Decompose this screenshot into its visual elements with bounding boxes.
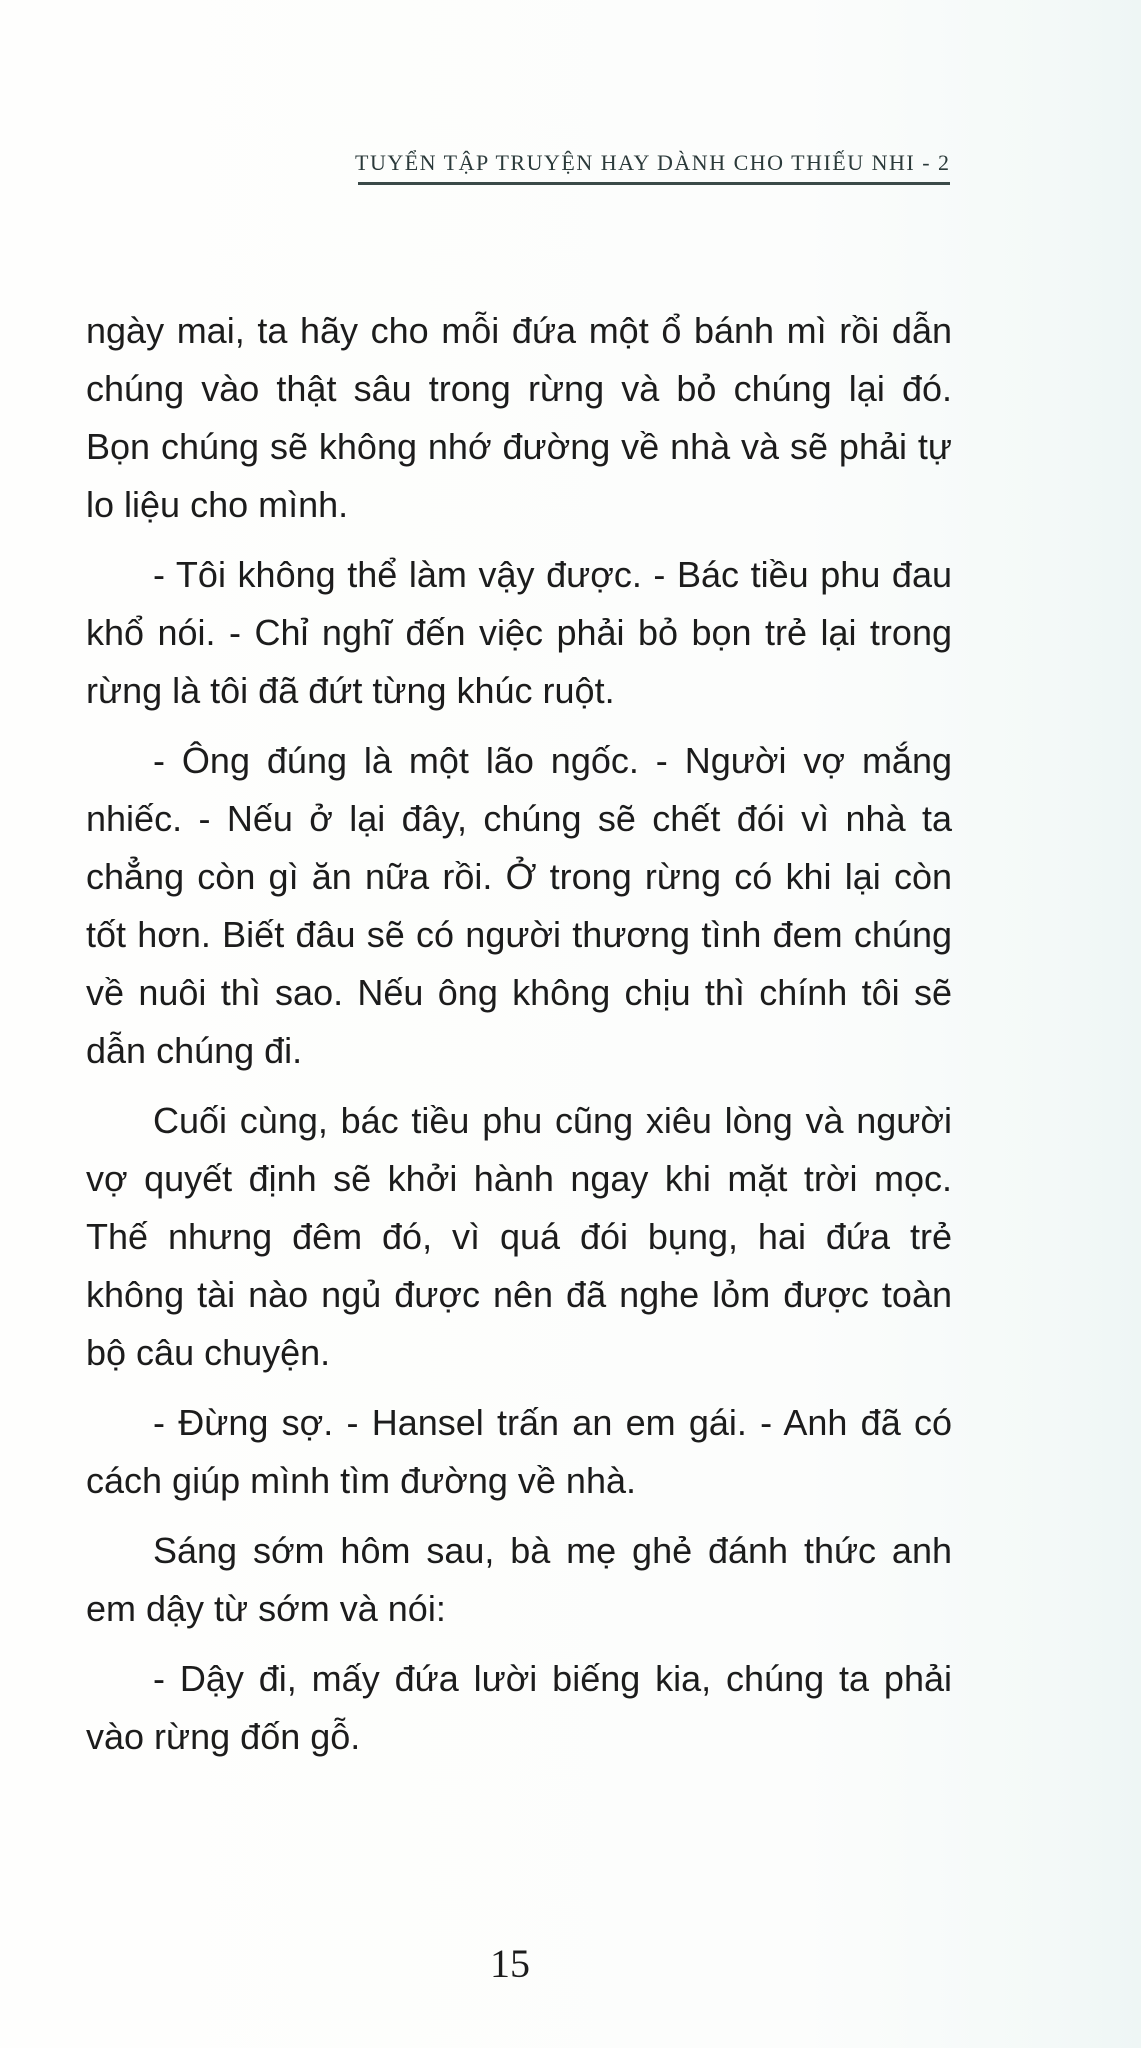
header-divider	[358, 182, 950, 185]
paragraph: Sáng sớm hôm sau, bà mẹ ghẻ đánh thức anh em dậy từ sớm và nói:	[86, 1530, 952, 1629]
paragraph: - Tôi không thể làm vậy được. - Bác tiều phu đau khổ nói. - Chỉ nghĩ đến việc phải bỏ bọn trẻ lại trong rừng là tôi đã đứt từng khúc ruột.	[86, 554, 952, 711]
page-number: 15	[490, 1941, 530, 1986]
paragraph: - Dậy đi, mấy đứa lười biếng kia, chúng ta phải vào rừng đốn gỗ.	[86, 1658, 952, 1757]
paragraph: - Ông đúng là một lão ngốc. - Người vợ mắng nhiếc. - Nếu ở lại đây, chúng sẽ chết đói vì nhà ta chẳng còn gì ăn nữa rồi. Ở trong rừng có khi lại còn tốt hơn. Biết đâu sẽ có người thương tình đem chúng về nuôi thì sao. Nếu ông không chịu thì chính tôi sẽ dẫn chúng đi.	[86, 740, 952, 1071]
paragraph: - Đừng sợ. - Hansel trấn an em gái. - Anh đã có cách giúp mình tìm đường về nhà.	[86, 1402, 952, 1501]
running-header-title: TUYỂN TẬP TRUYỆN HAY DÀNH CHO THIẾU NHI - 2	[355, 150, 951, 175]
page-body	[86, 302, 952, 1778]
paragraph: Cuối cùng, bác tiều phu cũng xiêu lòng và người vợ quyết định sẽ khởi hành ngay khi mặt trời mọc. Thế nhưng đêm đó, vì quá đói bụng, hai đứa trẻ không tài nào ngủ được nên đã nghe lỏm được toàn bộ câu chuyện.	[86, 1100, 952, 1373]
paragraph: ngày mai, ta hãy cho mỗi đứa một ổ bánh mì rồi dẫn chúng vào thật sâu trong rừng và bỏ chúng lại đó. Bọn chúng sẽ không nhớ đường về nhà và sẽ phải tự lo liệu cho mình.	[86, 310, 952, 525]
